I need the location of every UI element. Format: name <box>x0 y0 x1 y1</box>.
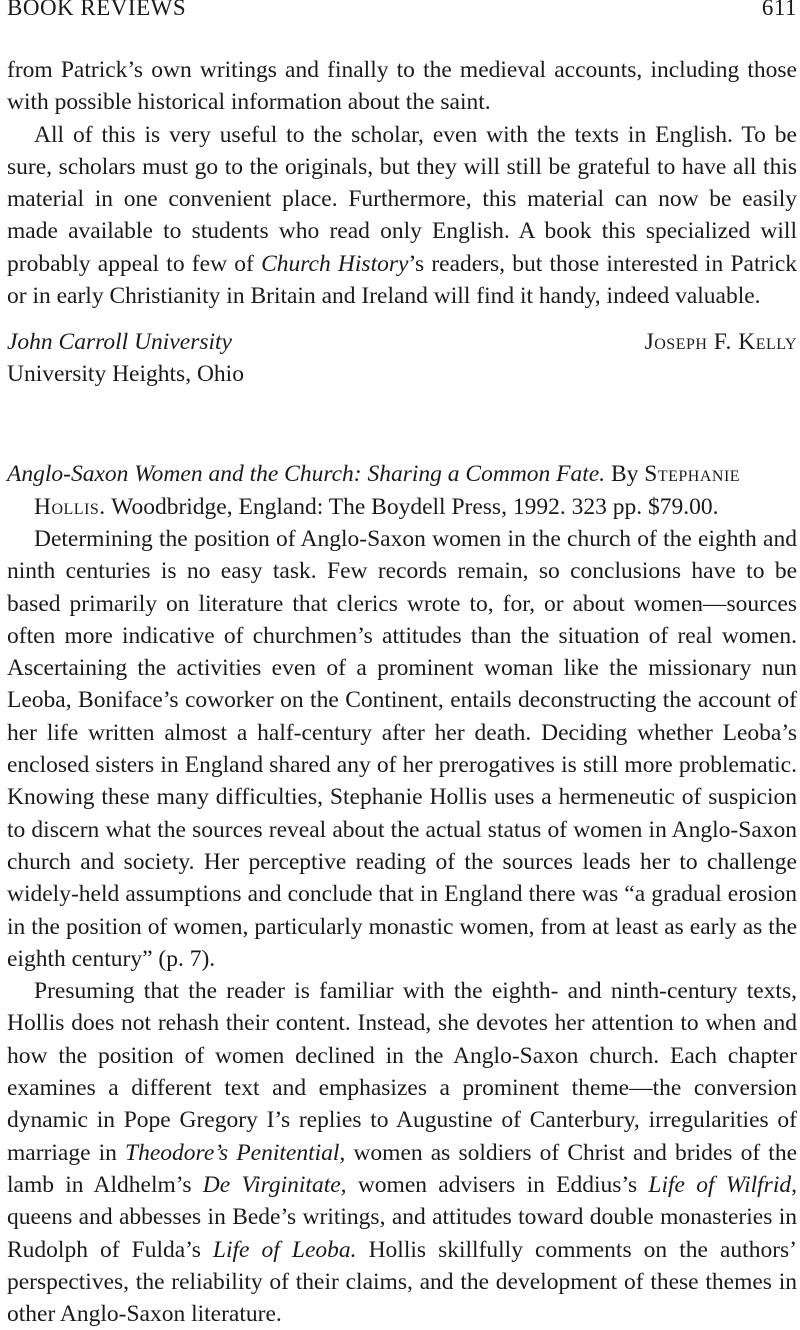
running-header <box>7 0 797 25</box>
author-first-name: Stephanie <box>644 461 741 487</box>
book-title: Anglo-Saxon Women and the Church: Sharing a Common Fate. <box>7 461 606 487</box>
reviewer-location: University Heights, Ohio <box>7 361 244 387</box>
heading-line <box>7 458 797 491</box>
work-title: Theodore’s Penitential, <box>125 1139 346 1166</box>
work-title: Life of Leoba. <box>212 1236 357 1263</box>
page-number: 611 <box>761 0 797 20</box>
publisher-info: Woodbridge, England: The Boydell Press, 1992. 323 pp. $79.00. <box>111 493 719 520</box>
heading-line <box>7 491 797 524</box>
review-heading <box>7 458 797 523</box>
work-title: De Virginitate, <box>202 1171 347 1198</box>
text-run: women advisers in Eddius’s <box>346 1171 649 1198</box>
reviewer-institution: John Carroll University <box>7 329 232 355</box>
signature-block <box>7 326 797 390</box>
text-run: ’s readers, but those interested in Patrick or in early Christianity in Britain and Ireland will find it handy, indeed valuable. <box>7 250 798 310</box>
paragraph <box>7 119 797 313</box>
text-run: queens and abbesses in Bede’s writings, and attitudes toward double monasteries in Rudolph of Fulda’s <box>7 1204 797 1263</box>
work-title: Life of Wilfrid, <box>648 1171 797 1198</box>
review-body <box>7 523 797 1330</box>
journal-title: Church History <box>261 250 409 277</box>
paragraph: Determining the position of Anglo-Saxon women in the church of the eighth and ninth centuries is no easy task. Few records remain, so conclusions have to be based primarily on literature that clerics wrote to, for, or about women—sources often more indicative of churchmen’s attitudes than the situation of real women. Ascertaining the activities even of a prominent woman like the missionary nun Leoba, Boniface’s coworker on the Continent, entails deconstructing the account of her life written almost a half-century after her death. Deciding whether Leoba’s enclosed sisters in England shared any of her prerogatives is still more problematic. Knowing these many difficulties, Stephanie Hollis uses a hermeneutic of suspicion to discern what the sources reveal about the actual status of women in Anglo-Saxon church and society. Her perceptive reading of the sources leads her to challenge widely-held assumptions and conclude that in England there was “a gradual erosion in the position of women, particularly monastic women, from at least as early as the eighth century” (p. 7). <box>7 526 797 972</box>
text-run: Hollis skillfully comments on the authors’ perspectives, the reliability of their claims, and the development of these themes in other Anglo-Saxon literature. <box>7 1236 798 1328</box>
text-run: All of this is very useful to the scholar, even with the texts in English. To be sure, scholars must go to the originals, but they will still be grateful to have all this material in one convenient place. Furthermore, this material can now be easily made available to students who read only English. A book this specialized will probably appeal to few of <box>7 121 797 277</box>
previous-review-text <box>7 54 797 312</box>
by-word: By <box>610 461 639 487</box>
text-run: Presuming that the reader is familiar with the eighth- and ninth-century texts, Hollis does not rehash their content. Instead, she devotes her attention to when and how the position of women declined in the Anglo-Saxon church. Each chapter examines a different text and emphasizes a prominent theme—the conversion dynamic in Pope Gregory I’s replies to Augustine of Canterbury, irregularities of marriage in <box>7 978 797 1166</box>
paragraph: from Patrick’s own writings and finally to the medieval accounts, including those with possible historical information about the saint. <box>7 57 797 116</box>
author-last-name: Hollis. <box>34 493 106 520</box>
paragraph <box>7 975 797 1330</box>
text-run: women as soldiers of Christ and brides of the lamb in Aldhelm’s <box>7 1139 797 1198</box>
reviewer-name: Joseph F. Kelly <box>644 329 797 355</box>
section-title: BOOK REVIEWS <box>7 0 187 20</box>
